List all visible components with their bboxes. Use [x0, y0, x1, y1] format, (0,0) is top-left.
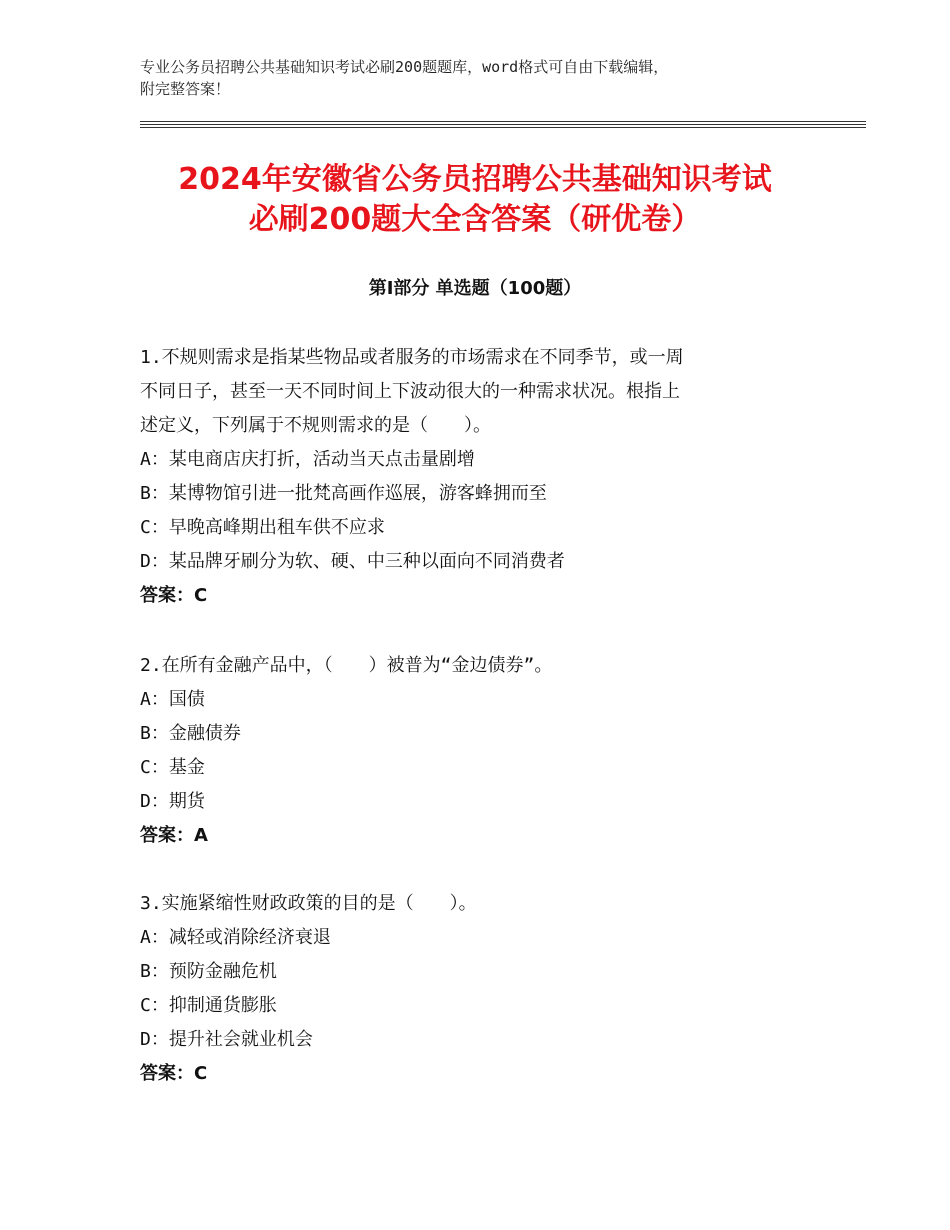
question-1 [140, 341, 820, 613]
question-stem-line: 1.不规则需求是指某些物品或者服务的市场需求在不同季节，或一周 [140, 347, 684, 368]
question-stem-line: 不同日子，甚至一天不同时间上下波动很大的一种需求状况。根指上 [140, 381, 680, 402]
question-3 [140, 887, 820, 1091]
header-divider [140, 127, 866, 128]
option-b: B：金融债券 [140, 723, 241, 744]
answer-line: 答案：A [140, 825, 208, 846]
header-divider [140, 124, 866, 125]
option-d: D：某品牌牙刷分为软、硬、中三种以面向不同消费者 [140, 551, 565, 572]
option-c: C：基金 [140, 757, 205, 778]
option-a: A：国债 [140, 689, 205, 710]
option-b: B：某博物馆引进一批梵高画作巡展，游客蜂拥而至 [140, 483, 547, 504]
option-b: B：预防金融危机 [140, 961, 277, 982]
section-heading: 第Ⅰ部分 单选题（100题） [368, 278, 582, 299]
option-d: D：期货 [140, 791, 205, 812]
question-2 [140, 649, 820, 853]
header-note-line: 专业公务员招聘公共基础知识考试必刷200题题库，word格式可自由下载编辑， [140, 58, 669, 76]
answer-line: 答案：C [140, 585, 208, 606]
option-a: A：减轻或消除经济衰退 [140, 927, 331, 948]
header-note [140, 56, 840, 100]
page-title-line: 2024年安徽省公务员招聘公共基础知识考试 [178, 162, 772, 197]
question-stem-line: 2.在所有金融产品中，（ ）被普为“金边债券”。 [140, 655, 553, 676]
page-title [100, 160, 850, 240]
page-title-line: 必刷200题大全含答案（研优卷） [248, 202, 702, 237]
option-d: D：提升社会就业机会 [140, 1029, 313, 1050]
header-note-line: 附完整答案！ [140, 80, 231, 98]
option-c: C：早晚高峰期出租车供不应求 [140, 517, 385, 538]
option-a: A：某电商店庆打折，活动当天点击量剧增 [140, 449, 475, 470]
answer-line: 答案：C [140, 1063, 208, 1084]
question-stem-line: 3.实施紧缩性财政政策的目的是（ ）。 [140, 893, 477, 914]
option-c: C：抑制通货膨胀 [140, 995, 277, 1016]
header-divider [140, 121, 866, 122]
question-stem-line: 述定义，下列属于不规则需求的是（ ）。 [140, 415, 491, 436]
